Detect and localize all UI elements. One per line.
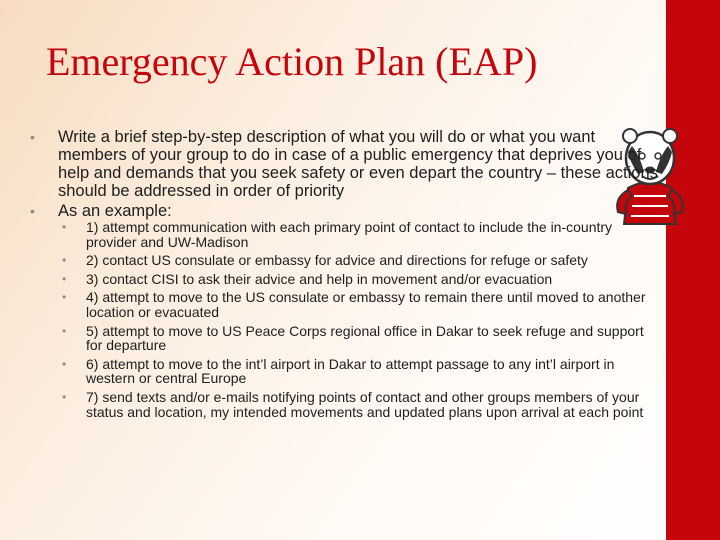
sub-bullet-text: 4) attempt to move to the US consulate or embassy to remain there until moved to another location or evacuated <box>86 289 646 320</box>
list-item <box>30 128 660 200</box>
bullet-marker: • <box>62 356 67 371</box>
sub-bullet-text: 1) attempt communication with each primary point of contact to include the in-country provider and UW-Madison <box>86 219 613 250</box>
bullet-marker: • <box>62 253 67 268</box>
sub-bullet-text: 5) attempt to move to US Peace Corps regional office in Dakar to seek refuge and support for departure <box>86 322 644 354</box>
bullet-marker: • <box>62 290 67 305</box>
bullet-marker: • <box>30 203 35 219</box>
bullet-text: Write a brief step-by-step description of what you will do or what you want members of your group to do in case of a public emergency that deprives you of help and demands that you seek safety or even depart the country – these actions should be addressed in order of priority <box>58 128 658 200</box>
bullet-marker: • <box>30 129 35 145</box>
sub-bullet-list <box>58 220 660 419</box>
sub-bullet-text: 2) contact US consulate or embassy for advice and directions for refuge or safety <box>86 252 588 269</box>
slide-title: Emergency Action Plan (EAP) <box>46 39 538 84</box>
bullet-text: As an example: <box>58 202 172 220</box>
sub-list-item <box>58 390 660 419</box>
bullet-marker: • <box>62 220 67 234</box>
bullet-list <box>30 128 660 419</box>
sub-list-item <box>58 220 660 249</box>
bullet-content <box>30 128 660 423</box>
sub-bullet-text: 6) attempt to move to the int’l airport in Dakar to attempt passage to any int’l airport in western or central Europe <box>86 355 615 387</box>
sub-list-item <box>58 290 660 319</box>
accent-side-bar <box>666 0 720 540</box>
list-item <box>30 202 660 419</box>
sub-bullet-text: 7) send texts and/or e-mails notifying points of contact and other groups members of your status and location, my intended movements and updated plans upon arrival at each point <box>86 388 644 420</box>
sub-bullet-text: 3) contact CISI to ask their advice and help in movement and/or evacuation <box>86 270 553 287</box>
sub-list-item <box>58 357 660 386</box>
bullet-marker: • <box>62 271 67 286</box>
sub-list-item <box>58 253 660 268</box>
bullet-marker: • <box>62 389 67 404</box>
bullet-marker: • <box>62 323 67 338</box>
sub-list-item <box>58 324 660 353</box>
sub-list-item <box>58 272 660 287</box>
